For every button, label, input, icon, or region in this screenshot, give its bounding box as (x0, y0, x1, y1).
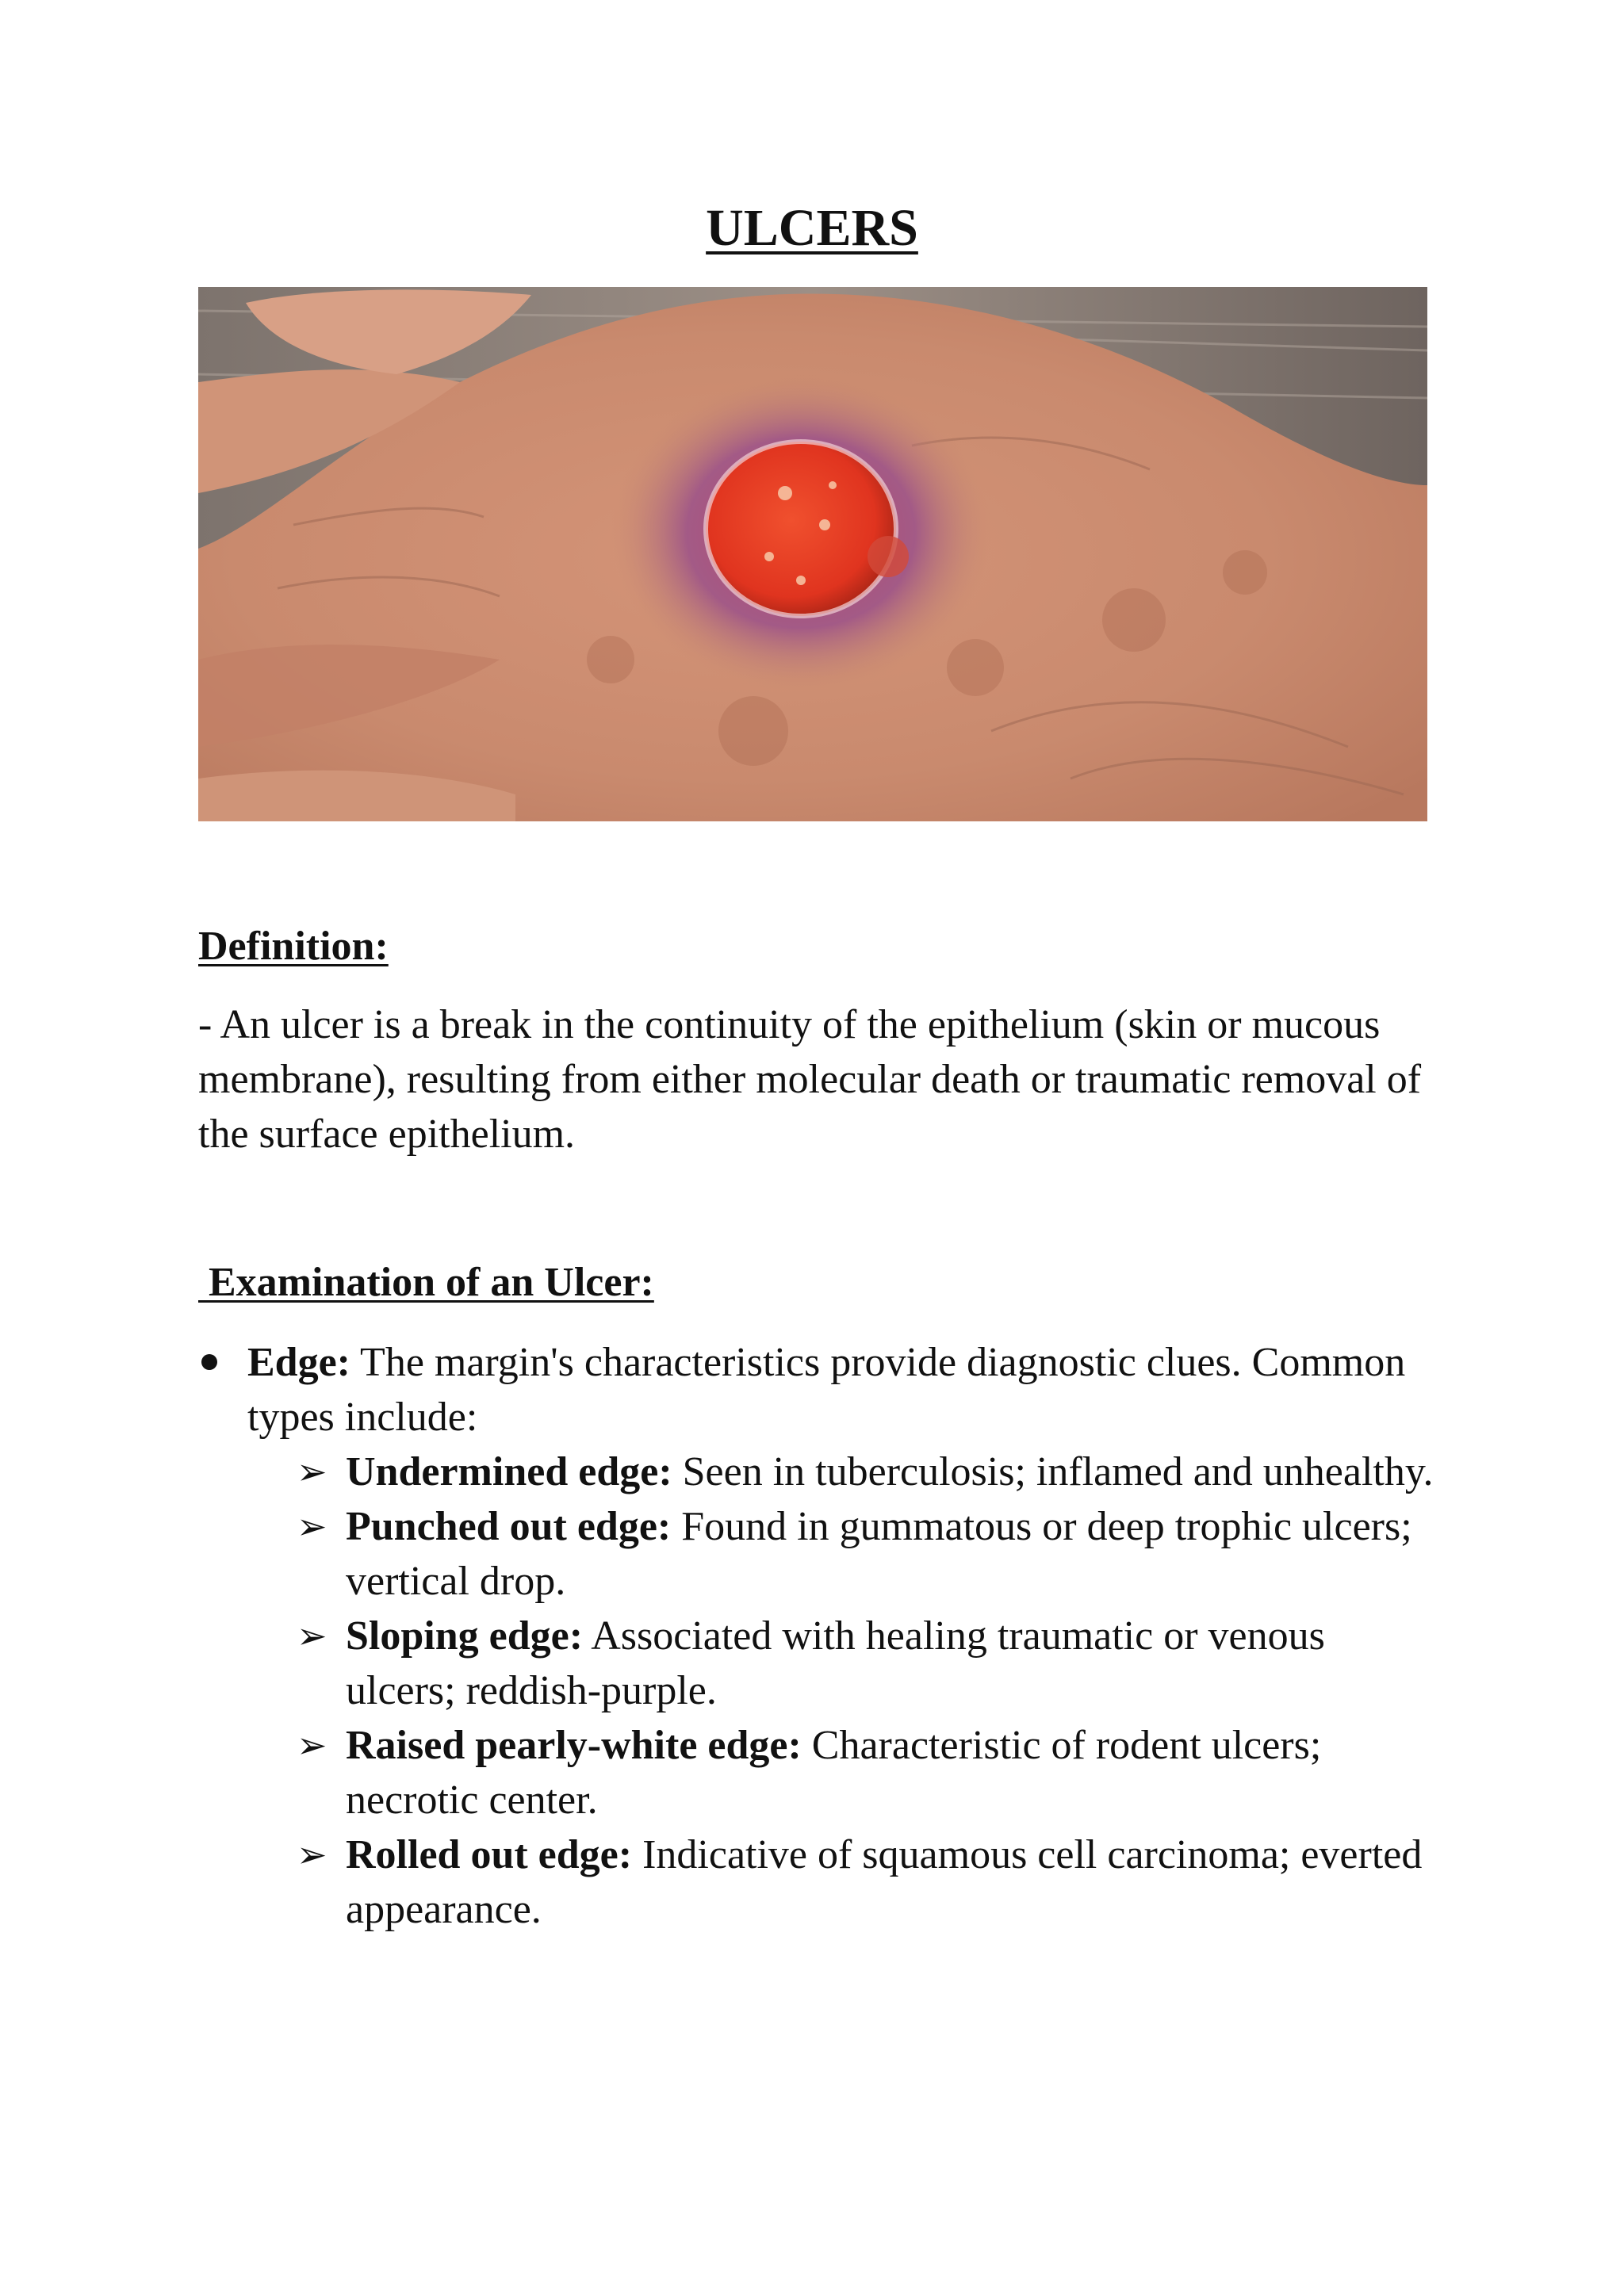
ulcer-photo (198, 287, 1427, 821)
arrow-right-icon: ➢ (297, 1833, 327, 1876)
arrow-right-icon: ➢ (297, 1724, 327, 1766)
page-title: ULCERS (706, 199, 918, 257)
list-item (297, 1827, 1435, 1937)
edge-types-list (247, 1445, 1435, 1937)
subitem-text: Seen in tuberculosis; inflamed and unhealthy. (672, 1449, 1434, 1494)
subitem-text: Found in gummatous or deep trophic ulcers; vertical drop. (346, 1504, 1412, 1604)
examination-list (198, 1335, 1435, 1937)
subitem-term: Sloping edge: (346, 1613, 584, 1659)
list-item (297, 1609, 1435, 1718)
arrow-right-icon: ➢ (297, 1505, 327, 1548)
arrow-right-icon: ➢ (297, 1614, 327, 1657)
list-item (297, 1445, 1435, 1499)
list-item (198, 1335, 1435, 1937)
subitem-text: Associated with healing traumatic or venous ulcers; reddish-purple. (346, 1613, 1325, 1713)
list-item (297, 1718, 1435, 1827)
subitem-term: Punched out edge: (346, 1504, 672, 1549)
bullet-icon (201, 1354, 217, 1370)
arrow-right-icon: ➢ (297, 1450, 327, 1493)
examination-heading: Examination of an Ulcer: (198, 1260, 654, 1305)
subitem-term: Rolled out edge: (346, 1832, 633, 1877)
subitem-text: Characteristic of rodent ulcers; necrotic center. (346, 1723, 1322, 1823)
bullet-term: Edge: (247, 1340, 350, 1385)
subitem-term: Undermined edge: (346, 1449, 672, 1494)
subitem-text: Indicative of squamous cell carcinoma; everted appearance. (346, 1832, 1423, 1932)
list-item (297, 1499, 1435, 1609)
subitem-term: Raised pearly-white edge: (346, 1723, 802, 1768)
definition-text: - An ulcer is a break in the continuity of the epithelium (skin or mucous membrane), resulting from either molecular death or traumatic removal of the surface epithelium. (198, 1002, 1422, 1157)
ulcer-on-hand-photo-icon (198, 287, 1427, 821)
bullet-text: The margin's characteristics provide diagnostic clues. Common types include: (247, 1340, 1406, 1440)
definition-heading: Definition: (198, 924, 389, 969)
